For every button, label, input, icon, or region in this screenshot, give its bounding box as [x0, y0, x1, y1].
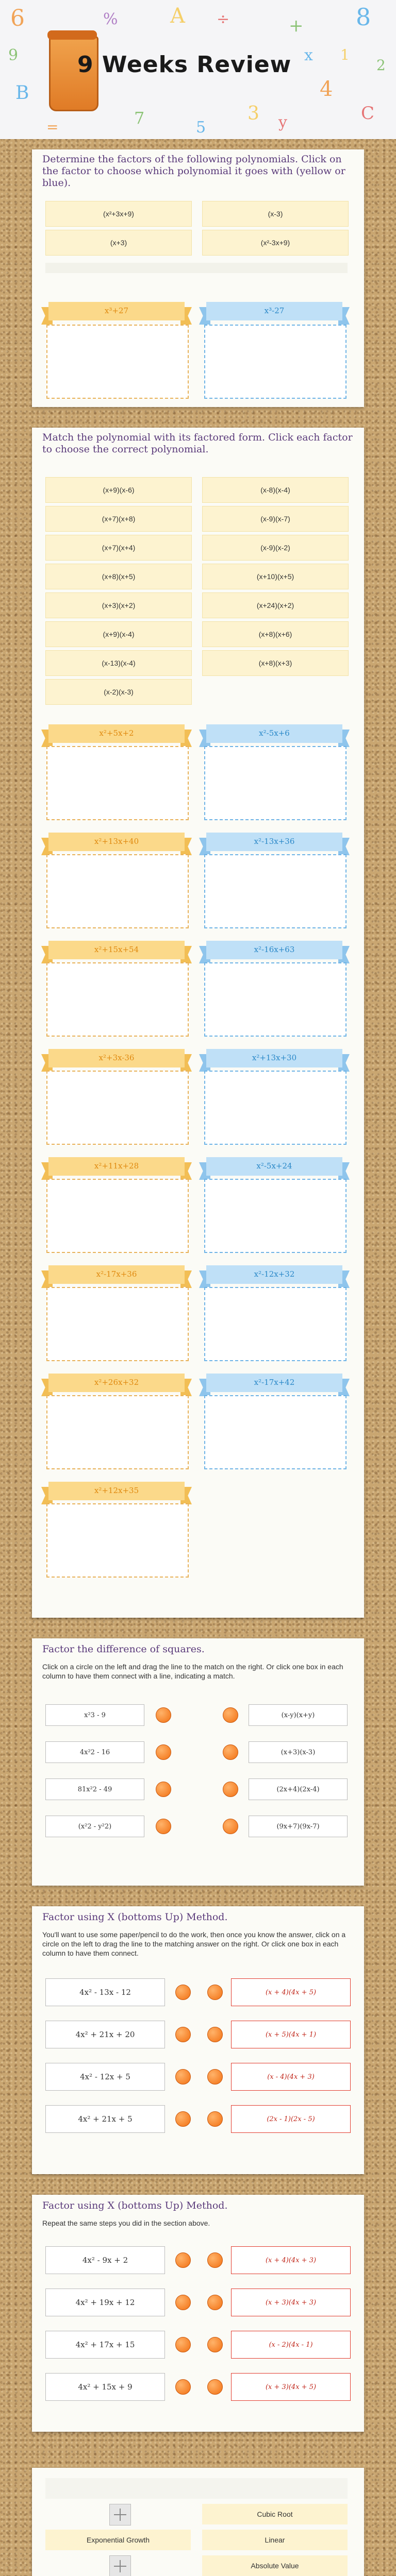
match-right-item[interactable]: (x-y)(x+y)	[249, 1704, 348, 1726]
doodle-glyph: y	[278, 113, 287, 131]
section-title: Factor the difference of squares.	[42, 1643, 205, 1655]
doodle-glyph: ÷	[217, 10, 230, 28]
polynomial-label: x²+13x+30	[252, 1053, 297, 1062]
connector-dot[interactable]	[175, 2069, 191, 2084]
drop-zone-yellow[interactable]	[46, 325, 189, 399]
factor-chip[interactable]: (x²-3x+9)	[202, 230, 349, 256]
drop-zone[interactable]	[204, 746, 346, 820]
factor-chip[interactable]: (x-3)	[202, 201, 349, 227]
section-difference-squares	[32, 1638, 364, 1886]
connector-dot[interactable]	[156, 1744, 171, 1760]
connector-dot[interactable]	[207, 2252, 223, 2268]
function-label[interactable]: Absolute Value	[202, 2555, 348, 2576]
factor-chip[interactable]: (x-9)(x-7)	[202, 506, 349, 532]
factor-chip[interactable]: (x+8)(x+6)	[202, 621, 349, 647]
section-instructions: Repeat the same steps you did in the section above.	[42, 2219, 210, 2227]
polynomial-label: x²-17x+36	[96, 1269, 137, 1279]
page-header	[0, 0, 396, 139]
connector-dot[interactable]	[223, 1782, 238, 1797]
match-left-item[interactable]: 4x² + 15x + 9	[45, 2373, 165, 2401]
polynomial-label: x³-27	[264, 306, 285, 315]
section-x-method	[32, 1906, 364, 2174]
doodle-glyph: +	[289, 15, 304, 36]
connector-dot[interactable]	[156, 1782, 171, 1797]
doodle-glyph: 1	[340, 46, 350, 63]
polynomial-label: x²+5x+2	[99, 728, 134, 738]
drop-zone[interactable]	[46, 1287, 189, 1361]
match-left-item[interactable]: (x²2 - y²2)	[45, 1816, 144, 1837]
match-left-item[interactable]: 4x² - 9x + 2	[45, 2246, 165, 2274]
polynomial-label: x²+3x-36	[98, 1053, 135, 1062]
connector-dot[interactable]	[207, 2295, 223, 2310]
doodle-glyph: =	[46, 118, 59, 135]
factor-chip[interactable]: (x-9)(x-2)	[202, 535, 349, 561]
doodle-glyph: x	[304, 46, 313, 64]
doodle-glyph: 8	[356, 3, 371, 31]
polynomial-label: x²+26x+32	[94, 1378, 139, 1387]
polynomial-label: x²-16x+63	[254, 945, 295, 954]
match-left-item[interactable]: 4x² - 13x - 12	[45, 1978, 165, 2006]
connector-dot[interactable]	[207, 2069, 223, 2084]
factor-chip[interactable]: (x-13)(x-4)	[45, 650, 192, 676]
connector-dot[interactable]	[156, 1707, 171, 1723]
connector-dot[interactable]	[223, 1744, 238, 1760]
polynomial-label: x²-13x+36	[254, 837, 295, 846]
section-match-factored	[32, 428, 364, 1618]
polynomial-label: x²+15x+54	[94, 945, 139, 954]
spacer	[45, 263, 348, 273]
section-x-method-repeat	[32, 2195, 364, 2432]
section-title: Determine the factors of the following polynomials. Click on the factor to choose which polynomial it goes with (yellow or blue).	[42, 154, 345, 189]
connector-dot[interactable]	[207, 2337, 223, 2352]
connector-dot[interactable]	[156, 1819, 171, 1834]
connector-dot[interactable]	[175, 2027, 191, 2042]
factor-chip[interactable]: (x+7)(x+8)	[45, 506, 192, 532]
drop-zone-blue[interactable]	[204, 325, 346, 399]
section-title: Factor using X (bottoms Up) Method.	[42, 1911, 228, 1923]
factor-chip[interactable]: (x+3)	[45, 230, 192, 256]
polynomial-label: x²+11x+28	[94, 1161, 139, 1171]
match-left-item[interactable]: x²3 - 9	[45, 1704, 144, 1726]
match-left-item[interactable]: 81x²2 - 49	[45, 1778, 144, 1800]
function-label[interactable]: Exponential Growth	[45, 2530, 191, 2550]
ribbon-header	[41, 299, 192, 328]
section-instructions: You'll want to use some paper/pencil to do the work, then once you know the answer, click on a circle on the left to drag the line to the matching answer on the right. Or click one box in each column to have them connect.	[42, 1930, 346, 1957]
match-right-item[interactable]: (x - 4)(4x + 3)	[231, 2063, 351, 2091]
drop-zone[interactable]	[204, 962, 346, 1037]
connector-dot[interactable]	[175, 2111, 191, 2127]
polynomial-label: x²-12x+32	[254, 1269, 295, 1279]
factor-chip[interactable]: (x+10)(x+5)	[202, 564, 349, 589]
drop-zone[interactable]	[46, 1395, 189, 1469]
doodle-glyph: A	[170, 4, 185, 28]
match-left-item[interactable]: 4x² + 17x + 15	[45, 2331, 165, 2359]
doodle-glyph: 5	[196, 118, 206, 137]
connector-dot[interactable]	[207, 2111, 223, 2127]
connector-dot[interactable]	[175, 2252, 191, 2268]
factor-chip[interactable]: (x+24)(x+2)	[202, 592, 349, 618]
drop-zone[interactable]	[46, 962, 189, 1037]
connector-dot[interactable]	[223, 1707, 238, 1723]
doodle-glyph: 2	[376, 57, 386, 74]
connector-dot[interactable]	[175, 1985, 191, 2000]
ribbon-header	[199, 299, 350, 328]
factor-chip[interactable]: (x+9)(x-4)	[45, 621, 192, 647]
match-right-item[interactable]: (x + 4)(4x + 3)	[231, 2246, 351, 2274]
connector-dot[interactable]	[175, 2337, 191, 2352]
drop-zone[interactable]	[204, 1071, 346, 1145]
connector-dot[interactable]	[207, 1985, 223, 2000]
match-left-item[interactable]: 4x² + 21x + 20	[45, 2021, 165, 2048]
match-right-item[interactable]: (x + 3)(4x + 5)	[231, 2373, 351, 2401]
drop-zone[interactable]	[46, 1503, 189, 1578]
section-instructions: Click on a circle on the left and drag the line to the match on the right. Or click one box in each column to have them connect with a line, indicating a match.	[42, 1663, 343, 1680]
factor-chip[interactable]: (x+9)(x-6)	[45, 477, 192, 503]
match-right-item[interactable]: (x + 4)(4x + 5)	[231, 1978, 351, 2006]
drop-zone[interactable]	[204, 854, 346, 928]
match-right-item[interactable]: (x + 5)(4x + 1)	[231, 2021, 351, 2048]
factor-chip[interactable]: (x-2)(x-3)	[45, 679, 192, 705]
connector-dot[interactable]	[207, 2027, 223, 2042]
factor-chip[interactable]: (x+8)(x+5)	[45, 564, 192, 589]
doodle-glyph: B	[15, 82, 29, 104]
match-right-item[interactable]: (9x+7)(9x-7)	[249, 1816, 348, 1837]
match-left-item[interactable]: 4x² - 12x + 5	[45, 2063, 165, 2091]
function-label[interactable]: Cubic Root	[202, 2504, 348, 2524]
graph-thumbnail-icon[interactable]	[109, 2555, 131, 2576]
match-left-item[interactable]: 4x² + 19x + 12	[45, 2289, 165, 2316]
section-function-families	[32, 2468, 364, 2576]
connector-dot[interactable]	[175, 2295, 191, 2310]
doodle-glyph: C	[361, 103, 375, 124]
connector-dot[interactable]	[175, 2379, 191, 2395]
polynomial-label: x²-17x+42	[254, 1378, 295, 1387]
connector-dot[interactable]	[223, 1819, 238, 1834]
drop-zone[interactable]	[46, 746, 189, 820]
drop-zone[interactable]	[46, 1179, 189, 1253]
doodle-glyph: 7	[134, 108, 145, 128]
polynomial-label: x²-5x+24	[256, 1161, 292, 1171]
doodle-glyph: 3	[248, 103, 259, 124]
factor-chip[interactable]: (x-8)(x-4)	[202, 477, 349, 503]
function-label[interactable]: Linear	[202, 2530, 348, 2550]
section-title: Factor using X (bottoms Up) Method.	[42, 2200, 228, 2211]
factor-chip[interactable]: (x+3)(x+2)	[45, 592, 192, 618]
polynomial-label: x²+12x+35	[94, 1486, 139, 1495]
drop-zone[interactable]	[46, 854, 189, 928]
spacer	[45, 2478, 348, 2499]
drop-zone[interactable]	[204, 1179, 346, 1253]
section-factor-sums	[32, 149, 364, 407]
drop-zone[interactable]	[46, 1071, 189, 1145]
match-right-item[interactable]: (x+3)(x-3)	[249, 1741, 348, 1763]
page-title: 9 Weeks Review	[77, 52, 292, 78]
factor-chip[interactable]: (x+7)(x+4)	[45, 535, 192, 561]
doodle-glyph: 4	[320, 77, 333, 101]
polynomial-label: x²+13x+40	[94, 837, 139, 846]
polynomial-label: x³+27	[104, 306, 129, 315]
match-left-item[interactable]: 4x²2 - 16	[45, 1741, 144, 1763]
doodle-glyph: %	[103, 10, 118, 28]
match-left-item[interactable]: 4x² + 21x + 5	[45, 2105, 165, 2133]
match-right-item[interactable]: (2x - 1)(2x - 5)	[231, 2105, 351, 2133]
graph-thumbnail-icon[interactable]	[109, 2504, 131, 2526]
connector-dot[interactable]	[207, 2379, 223, 2395]
section-title: Match the polynomial with its factored form. Click each factor to choose the correct polynomial.	[42, 432, 353, 455]
polynomial-label: x²-5x+6	[259, 728, 290, 738]
drop-zone[interactable]	[204, 1287, 346, 1361]
match-right-item[interactable]: (2x+4)(2x-4)	[249, 1778, 348, 1800]
doodle-glyph: 6	[10, 5, 25, 31]
match-right-item[interactable]: (x + 3)(4x + 3)	[231, 2289, 351, 2316]
match-right-item[interactable]: (x - 2)(4x - 1)	[231, 2331, 351, 2359]
doodle-glyph: 9	[8, 46, 19, 64]
drop-zone[interactable]	[204, 1395, 346, 1469]
factor-chip[interactable]: (x+8)(x+3)	[202, 650, 349, 676]
factor-chip[interactable]: (x²+3x+9)	[45, 201, 192, 227]
